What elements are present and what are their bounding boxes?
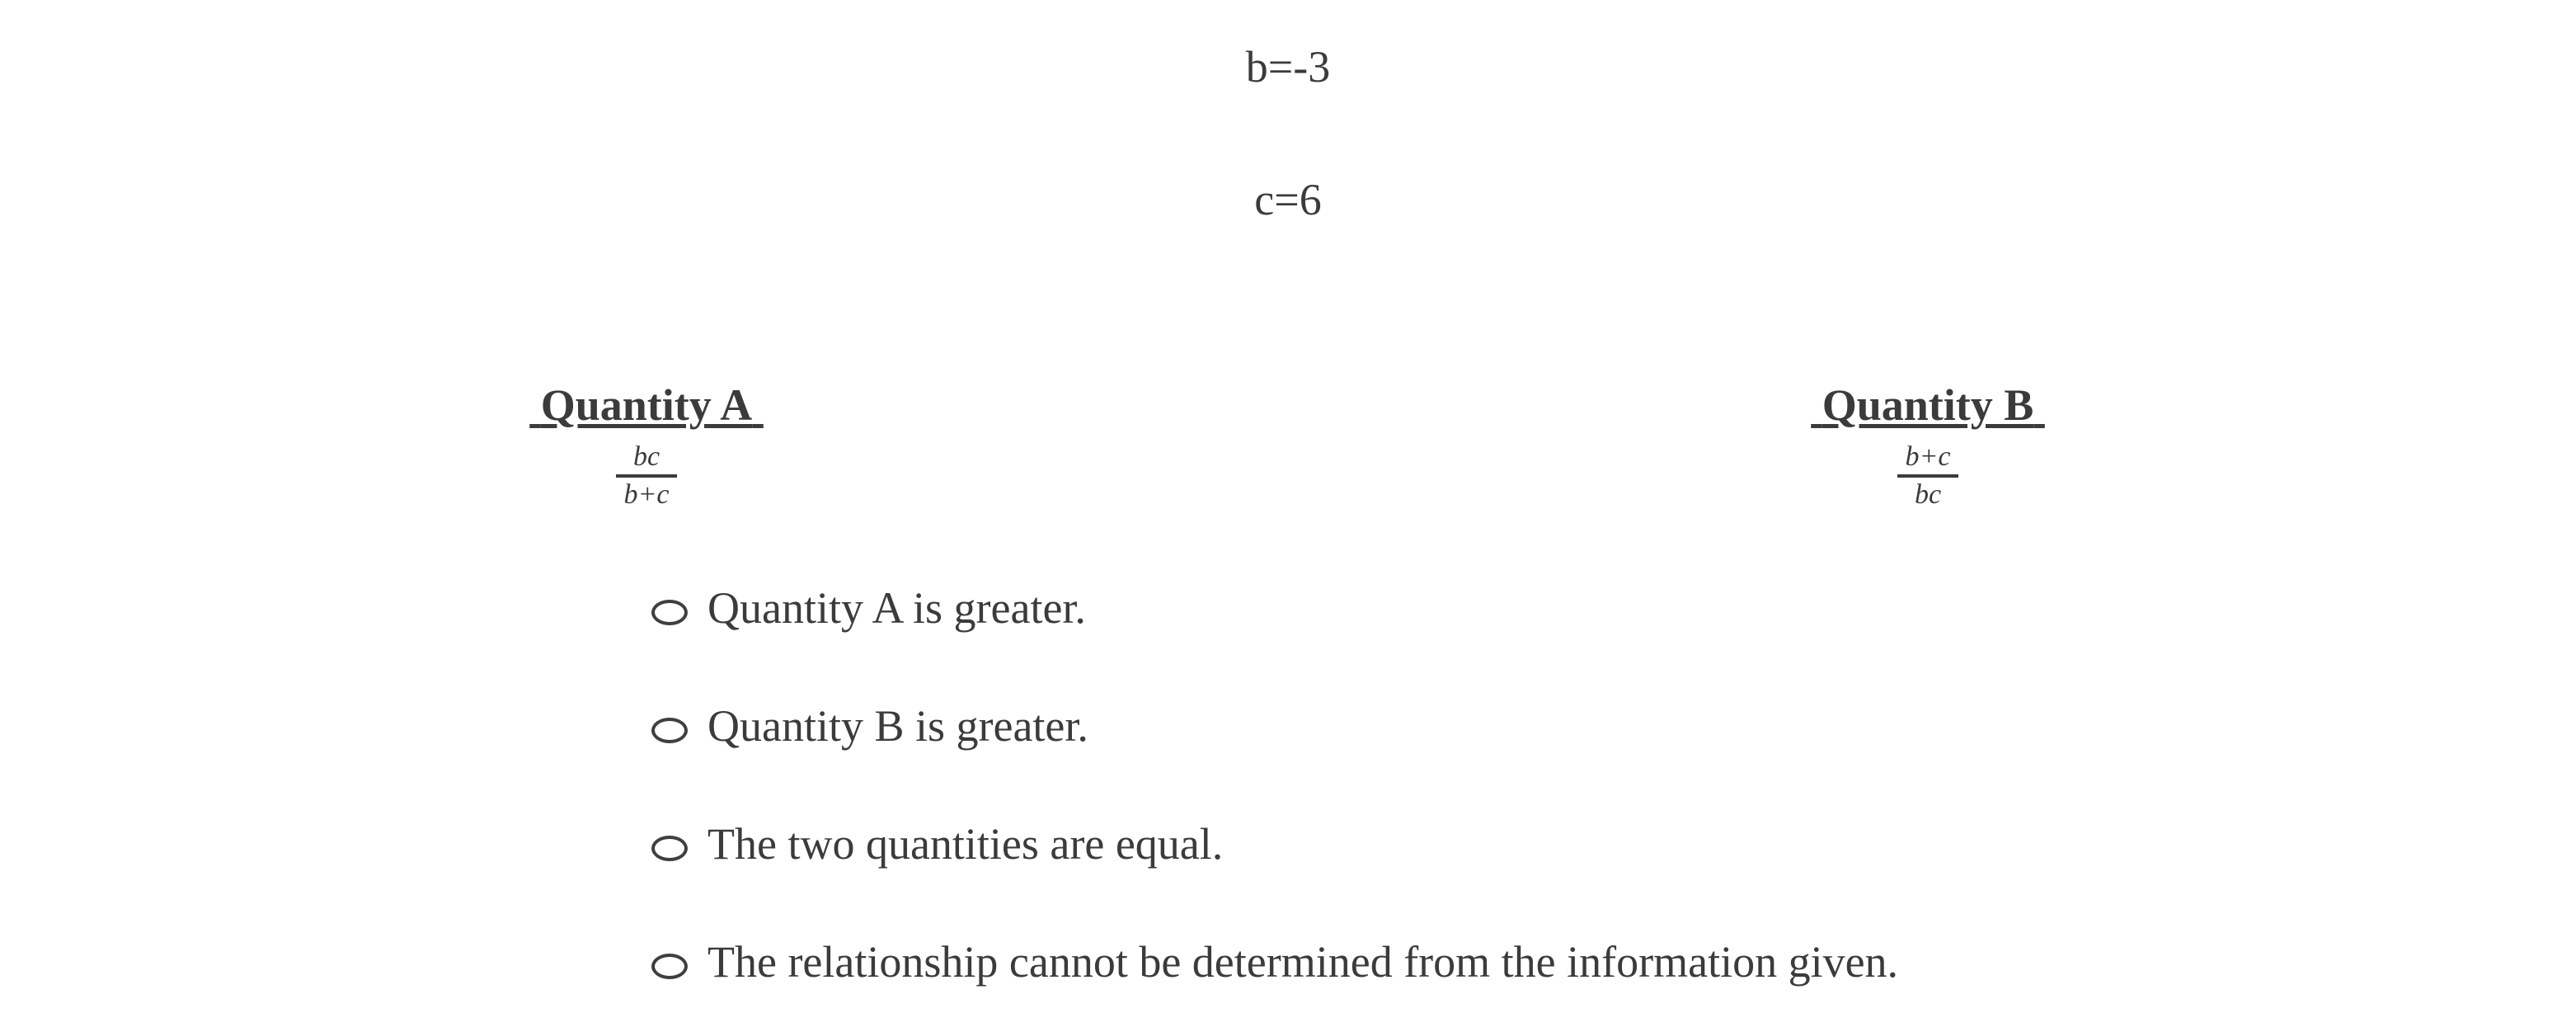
fraction-bar bbox=[1897, 474, 1958, 478]
quantity-b-fraction-denominator: bc bbox=[1914, 478, 1942, 510]
fraction-bar bbox=[616, 474, 676, 478]
option-label: Quantity A is greater. bbox=[707, 583, 1086, 633]
quantity-a-fraction bbox=[616, 442, 676, 509]
radio-button-icon[interactable] bbox=[651, 600, 688, 625]
quantity-a-column bbox=[482, 379, 811, 509]
option-label: Quantity B is greater. bbox=[707, 701, 1088, 751]
option-label: The two quantities are equal. bbox=[707, 819, 1224, 869]
given-condition-2: c=6 bbox=[1254, 175, 1322, 224]
option-quantity-a-greater[interactable] bbox=[651, 584, 1086, 632]
quantity-b-heading: Quantity B bbox=[1822, 380, 2034, 430]
option-cannot-be-determined[interactable] bbox=[651, 938, 1898, 986]
radio-button-icon[interactable] bbox=[651, 836, 688, 861]
quantity-a-fraction-denominator: b+c bbox=[623, 478, 670, 510]
option-quantities-equal[interactable] bbox=[651, 820, 1223, 868]
given-condition-1: b=-3 bbox=[1245, 42, 1331, 92]
quantity-a-fraction-numerator: bc bbox=[632, 441, 660, 473]
option-label: The relationship cannot be determined from the information given. bbox=[707, 937, 1899, 987]
radio-button-icon[interactable] bbox=[651, 718, 688, 743]
radio-button-icon[interactable] bbox=[651, 954, 688, 979]
quantity-b-fraction-numerator: b+c bbox=[1905, 441, 1951, 473]
quantity-a-heading: Quantity A bbox=[540, 380, 753, 430]
quantity-b-fraction bbox=[1897, 442, 1958, 509]
option-quantity-b-greater[interactable] bbox=[651, 702, 1088, 750]
quantity-b-column bbox=[1763, 379, 2093, 509]
